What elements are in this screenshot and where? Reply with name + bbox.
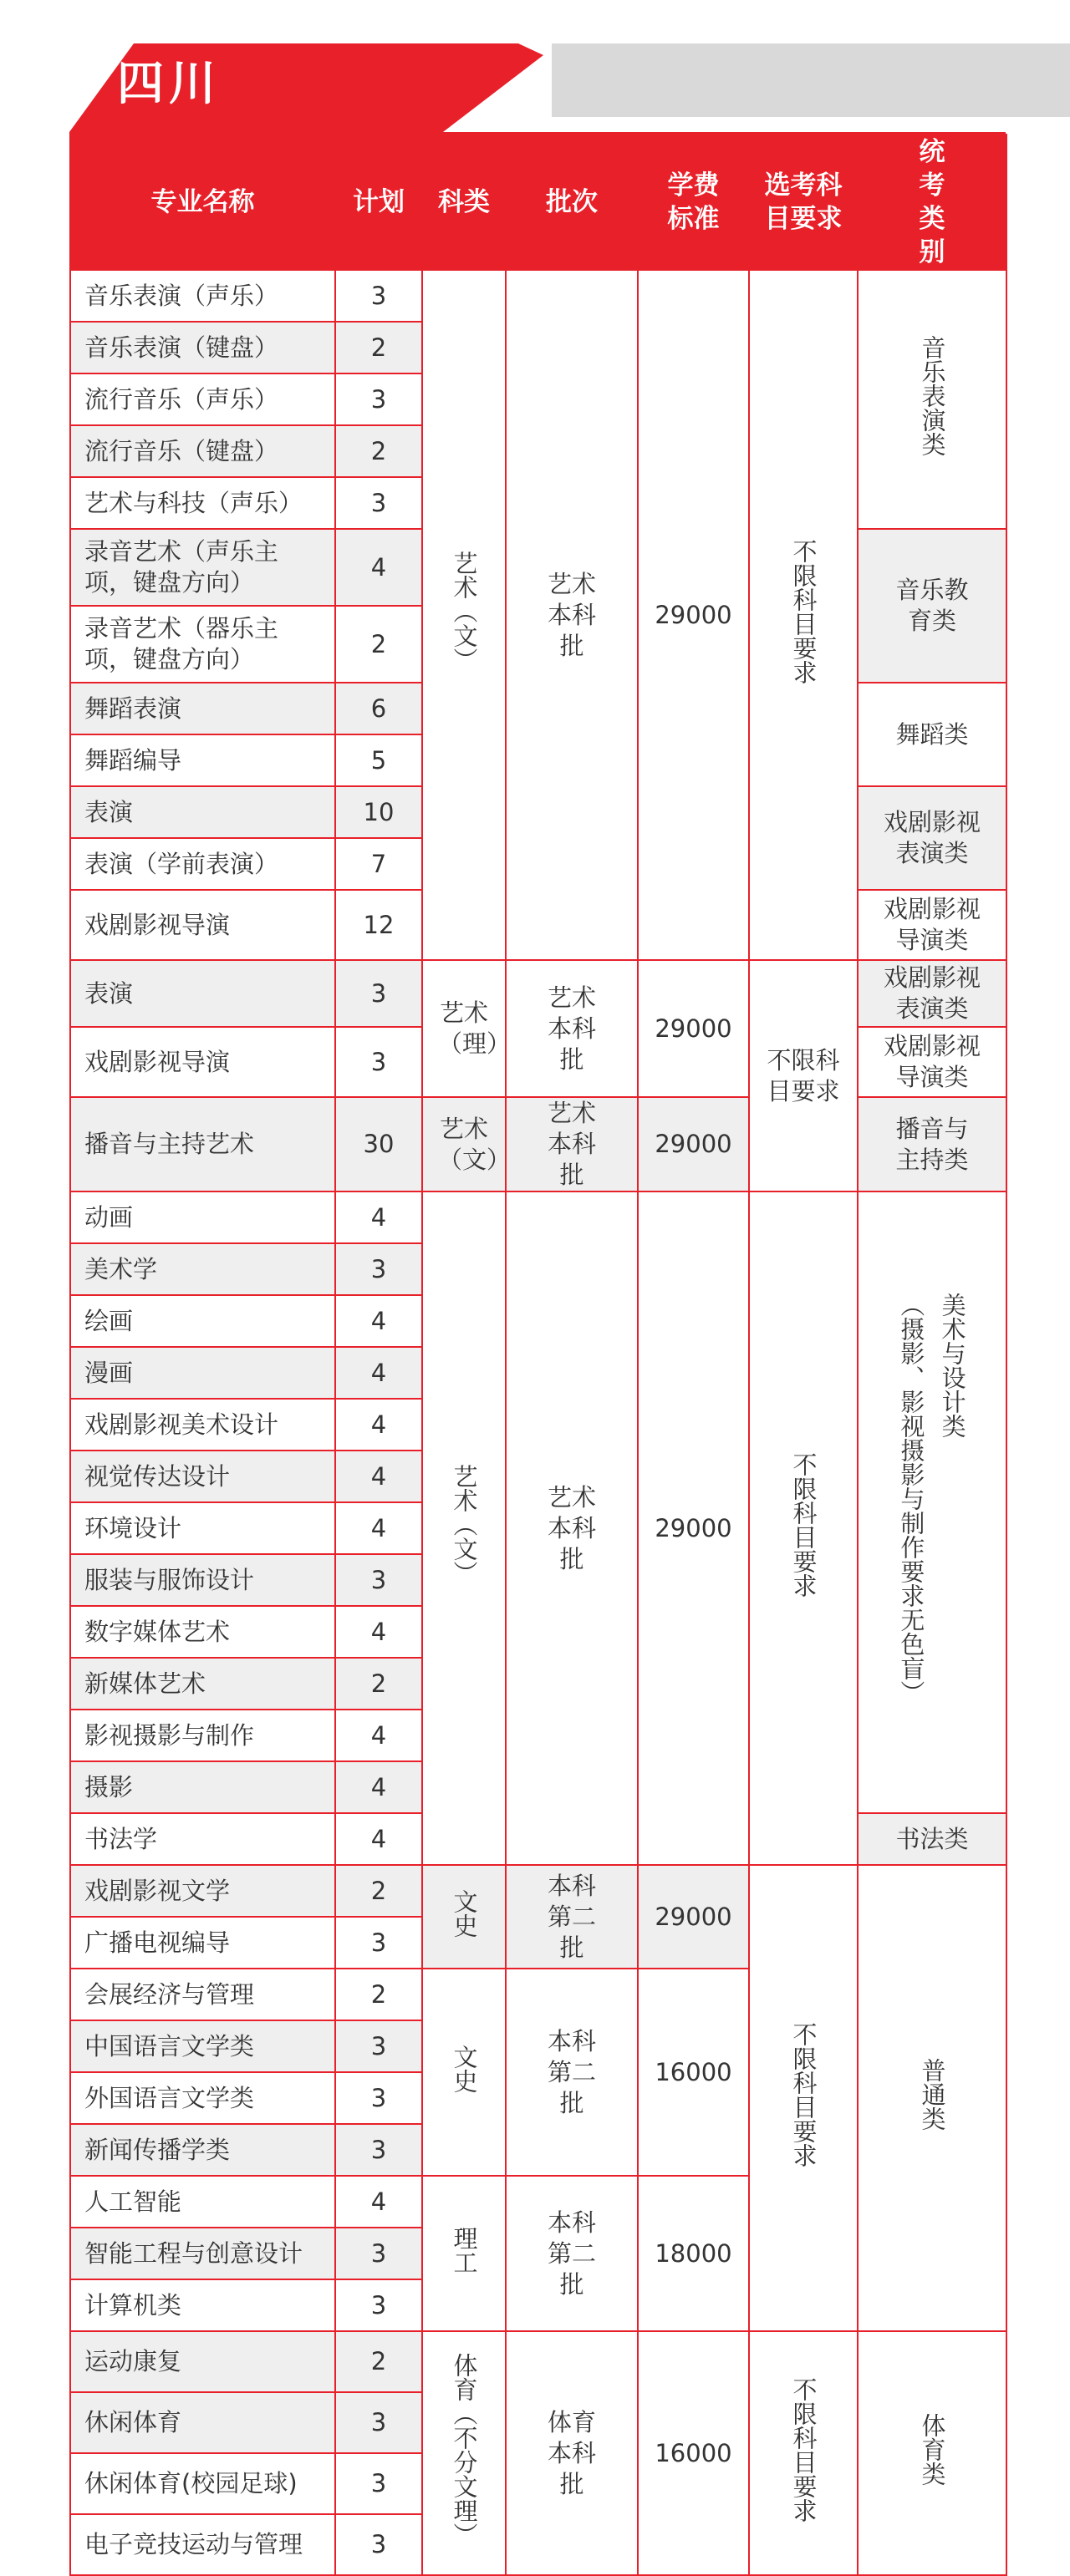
batch-text: 艺术本科批: [547, 1482, 596, 1573]
plan-count: 4: [335, 2176, 422, 2228]
exam-type-cell: [858, 1097, 1006, 1191]
exam-type-cell: [858, 1865, 1006, 2331]
group-fee: 29000: [638, 1865, 749, 1969]
major-name: 音乐表演（声乐）: [70, 270, 335, 322]
plan-count: 12: [335, 890, 422, 960]
major-name: 视觉传达设计: [70, 1451, 335, 1502]
exam-type-cell: [858, 1027, 1006, 1097]
major-name: 戏剧影视文学: [70, 1865, 335, 1917]
category-text: 艺术（文）: [450, 1464, 479, 1585]
major-name: 新闻传播学类: [70, 2124, 335, 2176]
major-name: 会展经济与管理: [70, 1969, 335, 2020]
major-name: 新媒体艺术: [70, 1658, 335, 1710]
major-name: 流行音乐（键盘）: [70, 425, 335, 477]
major-name: 漫画: [70, 1347, 335, 1399]
table-row: [70, 1865, 1006, 1917]
major-name: 绘画: [70, 1295, 335, 1347]
exam-type-text: 播音与主持类: [895, 1114, 969, 1174]
plan-count: 3: [335, 2392, 422, 2453]
group-category: [422, 1191, 506, 1865]
major-name: 广播电视编导: [70, 1917, 335, 1969]
table-row: [70, 1191, 1006, 1243]
subjects-text: 不限科目要求: [767, 1045, 840, 1105]
major-name: 戏剧影视美术设计: [70, 1399, 335, 1451]
plan-count: 3: [335, 960, 422, 1027]
header-plan: 计划: [335, 135, 422, 270]
plan-count: 7: [335, 838, 422, 890]
plan-count: 3: [335, 373, 422, 425]
exam-type-cell: [858, 529, 1006, 683]
major-name: 戏剧影视导演: [70, 1027, 335, 1097]
group-category: [422, 2331, 506, 2575]
major-name: 流行音乐（声乐）: [70, 373, 335, 425]
table-header-row: [70, 135, 1006, 270]
major-name: 休闲体育(校园足球): [70, 2453, 335, 2514]
major-name: 音乐表演（键盘）: [70, 322, 335, 373]
subjects-text: 不限科目要求: [789, 1451, 818, 1598]
table-row: [70, 1097, 1006, 1191]
plan-count: 3: [335, 2279, 422, 2331]
plan-count: 3: [335, 1243, 422, 1295]
major-name-text: 录音艺术（声乐主项，键盘方向）: [84, 537, 279, 597]
plan-count: 2: [335, 425, 422, 477]
group-batch: [506, 1191, 638, 1865]
category-text: 艺术（文）: [450, 551, 479, 672]
exam-type-text: 戏剧影视表演类: [883, 963, 981, 1023]
category-text: 文史: [450, 2044, 479, 2093]
major-name: 智能工程与创意设计: [70, 2228, 335, 2279]
batch-text: 艺术本科批: [547, 983, 596, 1074]
major-name: 舞蹈表演: [70, 683, 335, 734]
subjects-text: 不限科目要求: [789, 2021, 818, 2167]
plan-count: 30: [335, 1097, 422, 1191]
exam-type-text: 音乐表演类: [918, 335, 947, 456]
exam-type-cell: [858, 786, 1006, 890]
major-name: 电子竞技运动与管理: [70, 2514, 335, 2575]
exam-type-cell: [858, 890, 1006, 960]
major-name: [70, 529, 335, 606]
group-batch: [506, 1969, 638, 2176]
major-name: 服装与服饰设计: [70, 1554, 335, 1606]
major-name: 环境设计: [70, 1502, 335, 1554]
major-name: 数字媒体艺术: [70, 1606, 335, 1658]
plan-count: 2: [335, 606, 422, 683]
major-name: 表演（学前表演）: [70, 838, 335, 890]
group-subjects: [749, 2331, 858, 2575]
plan-count: 4: [335, 529, 422, 606]
category-text: 体育（不分文理）: [450, 2352, 479, 2547]
group-batch: [506, 2331, 638, 2575]
plan-count: 10: [335, 786, 422, 838]
plan-count: 4: [335, 1399, 422, 1451]
table-row: [70, 960, 1006, 1027]
plan-count: 4: [335, 1502, 422, 1554]
exam-type-text: 戏剧影视导演类: [883, 895, 981, 954]
header-exam-type: 统考类别: [858, 135, 1006, 270]
batch-text: 艺术本科批: [547, 569, 596, 660]
exam-type-cell: [858, 960, 1006, 1027]
admission-plan-table: [69, 134, 1007, 2576]
major-name: 摄影: [70, 1761, 335, 1813]
plan-count: 5: [335, 734, 422, 786]
major-name: 计算机类: [70, 2279, 335, 2331]
plan-count: 3: [335, 2228, 422, 2279]
exam-type-text: 体育类: [918, 2413, 947, 2486]
category-text: 艺术（文）: [438, 1114, 512, 1174]
plan-count: 3: [335, 477, 422, 529]
plan-count: 4: [335, 1813, 422, 1865]
group-fee: 29000: [638, 1097, 749, 1191]
exam-type-text: 美术与设计类: [938, 1293, 967, 1438]
group-fee: 16000: [638, 1969, 749, 2176]
group-category: [422, 1097, 512, 1191]
exam-type-cell: [858, 2331, 1006, 2575]
exam-type-cell: 书法类: [858, 1813, 1006, 1865]
plan-count: 2: [335, 322, 422, 373]
major-name: 中国语言文学类: [70, 2020, 335, 2072]
major-name: 播音与主持艺术: [70, 1097, 335, 1191]
group-batch: [506, 1097, 638, 1191]
major-name: 表演: [70, 786, 335, 838]
plan-count: 2: [335, 1658, 422, 1710]
group-category: [422, 1865, 506, 1969]
table-row: [70, 270, 1006, 322]
plan-count: 4: [335, 1191, 422, 1243]
group-subjects: [749, 1191, 858, 1865]
header-fee: 学费标准: [638, 135, 749, 270]
plan-count: 3: [335, 2124, 422, 2176]
exam-type-text: 音乐教育类: [895, 576, 969, 635]
major-name: 休闲体育: [70, 2392, 335, 2453]
major-name: [70, 606, 335, 683]
exam-type-text: 普通类: [918, 2058, 947, 2131]
plan-count: 3: [335, 270, 422, 322]
plan-count: 4: [335, 1451, 422, 1502]
category-text: 艺术（理）: [438, 998, 512, 1058]
batch-text: 本科第二批: [547, 1871, 596, 1962]
plan-count: 3: [335, 2072, 422, 2124]
exam-type-cell: [858, 270, 1006, 529]
category-text: 理工: [450, 2225, 479, 2274]
province-title: 四川: [117, 57, 221, 111]
major-name: 美术学: [70, 1243, 335, 1295]
group-subjects: [749, 270, 858, 960]
batch-text: 本科第二批: [547, 2208, 596, 2299]
plan-count: 3: [335, 2453, 422, 2514]
table-row: [70, 2331, 1006, 2392]
major-name: 舞蹈编导: [70, 734, 335, 786]
major-name-text: 录音艺术（器乐主项，键盘方向）: [84, 614, 279, 673]
group-category: [422, 2176, 506, 2331]
group-batch: [506, 2176, 638, 2331]
plan-count: 3: [335, 1027, 422, 1097]
plan-count: 4: [335, 1295, 422, 1347]
major-name: 影视摄影与制作: [70, 1710, 335, 1761]
group-batch: [506, 960, 638, 1097]
major-name: 动画: [70, 1191, 335, 1243]
plan-count: 4: [335, 1761, 422, 1813]
plan-count: 2: [335, 1969, 422, 2020]
plan-count: 3: [335, 1554, 422, 1606]
plan-count: 3: [335, 2514, 422, 2575]
group-fee: 16000: [638, 2331, 749, 2575]
batch-text: 本科第二批: [547, 2026, 596, 2117]
major-name: 书法学: [70, 1813, 335, 1865]
batch-text: 体育本科批: [547, 2407, 596, 2498]
group-fee: 29000: [638, 1191, 749, 1865]
header-subjects: 选考科目要求: [749, 135, 858, 270]
exam-type-text: 戏剧影视表演类: [883, 808, 981, 867]
subjects-text: 不限科目要求: [789, 538, 818, 684]
exam-type-cell: [858, 1191, 1006, 1813]
group-fee: 18000: [638, 2176, 749, 2331]
plan-count: 2: [335, 2331, 422, 2392]
group-batch: [506, 270, 638, 960]
major-name: 运动康复: [70, 2331, 335, 2392]
batch-text: 艺术本科批: [547, 1099, 596, 1189]
header-category: 科类: [422, 135, 506, 270]
header-name: 专业名称: [70, 135, 335, 270]
group-fee: 29000: [638, 960, 749, 1097]
plan-count: 4: [335, 1606, 422, 1658]
category-text: 文史: [450, 1888, 479, 1938]
exam-type-cell: 舞蹈类: [858, 683, 1006, 786]
major-name: 外国语言文学类: [70, 2072, 335, 2124]
group-subjects: [749, 1865, 858, 2331]
subjects-text: 不限科目要求: [789, 2376, 818, 2523]
group-category: [422, 960, 512, 1097]
plan-count: 2: [335, 1865, 422, 1917]
major-name: 艺术与科技（声乐）: [70, 477, 335, 529]
major-name: 戏剧影视导演: [70, 890, 335, 960]
plan-count: 3: [335, 1917, 422, 1969]
plan-count: 4: [335, 1710, 422, 1761]
group-category: [422, 1969, 506, 2176]
group-category: [422, 270, 506, 960]
major-name: 表演: [70, 960, 335, 1027]
header-batch: 批次: [506, 135, 638, 270]
province-banner: [0, 0, 1070, 138]
group-batch: [506, 1865, 638, 1969]
major-name: 人工智能: [70, 2176, 335, 2228]
exam-type-text: 戏剧影视导演类: [883, 1032, 981, 1091]
plan-count: 6: [335, 683, 422, 734]
group-subjects: [749, 960, 858, 1191]
plan-count: 3: [335, 2020, 422, 2072]
group-fee: 29000: [638, 270, 749, 960]
plan-count: 4: [335, 1347, 422, 1399]
exam-type-note: （摄影、影视摄影与制作要求无色盲）: [897, 1293, 926, 1705]
